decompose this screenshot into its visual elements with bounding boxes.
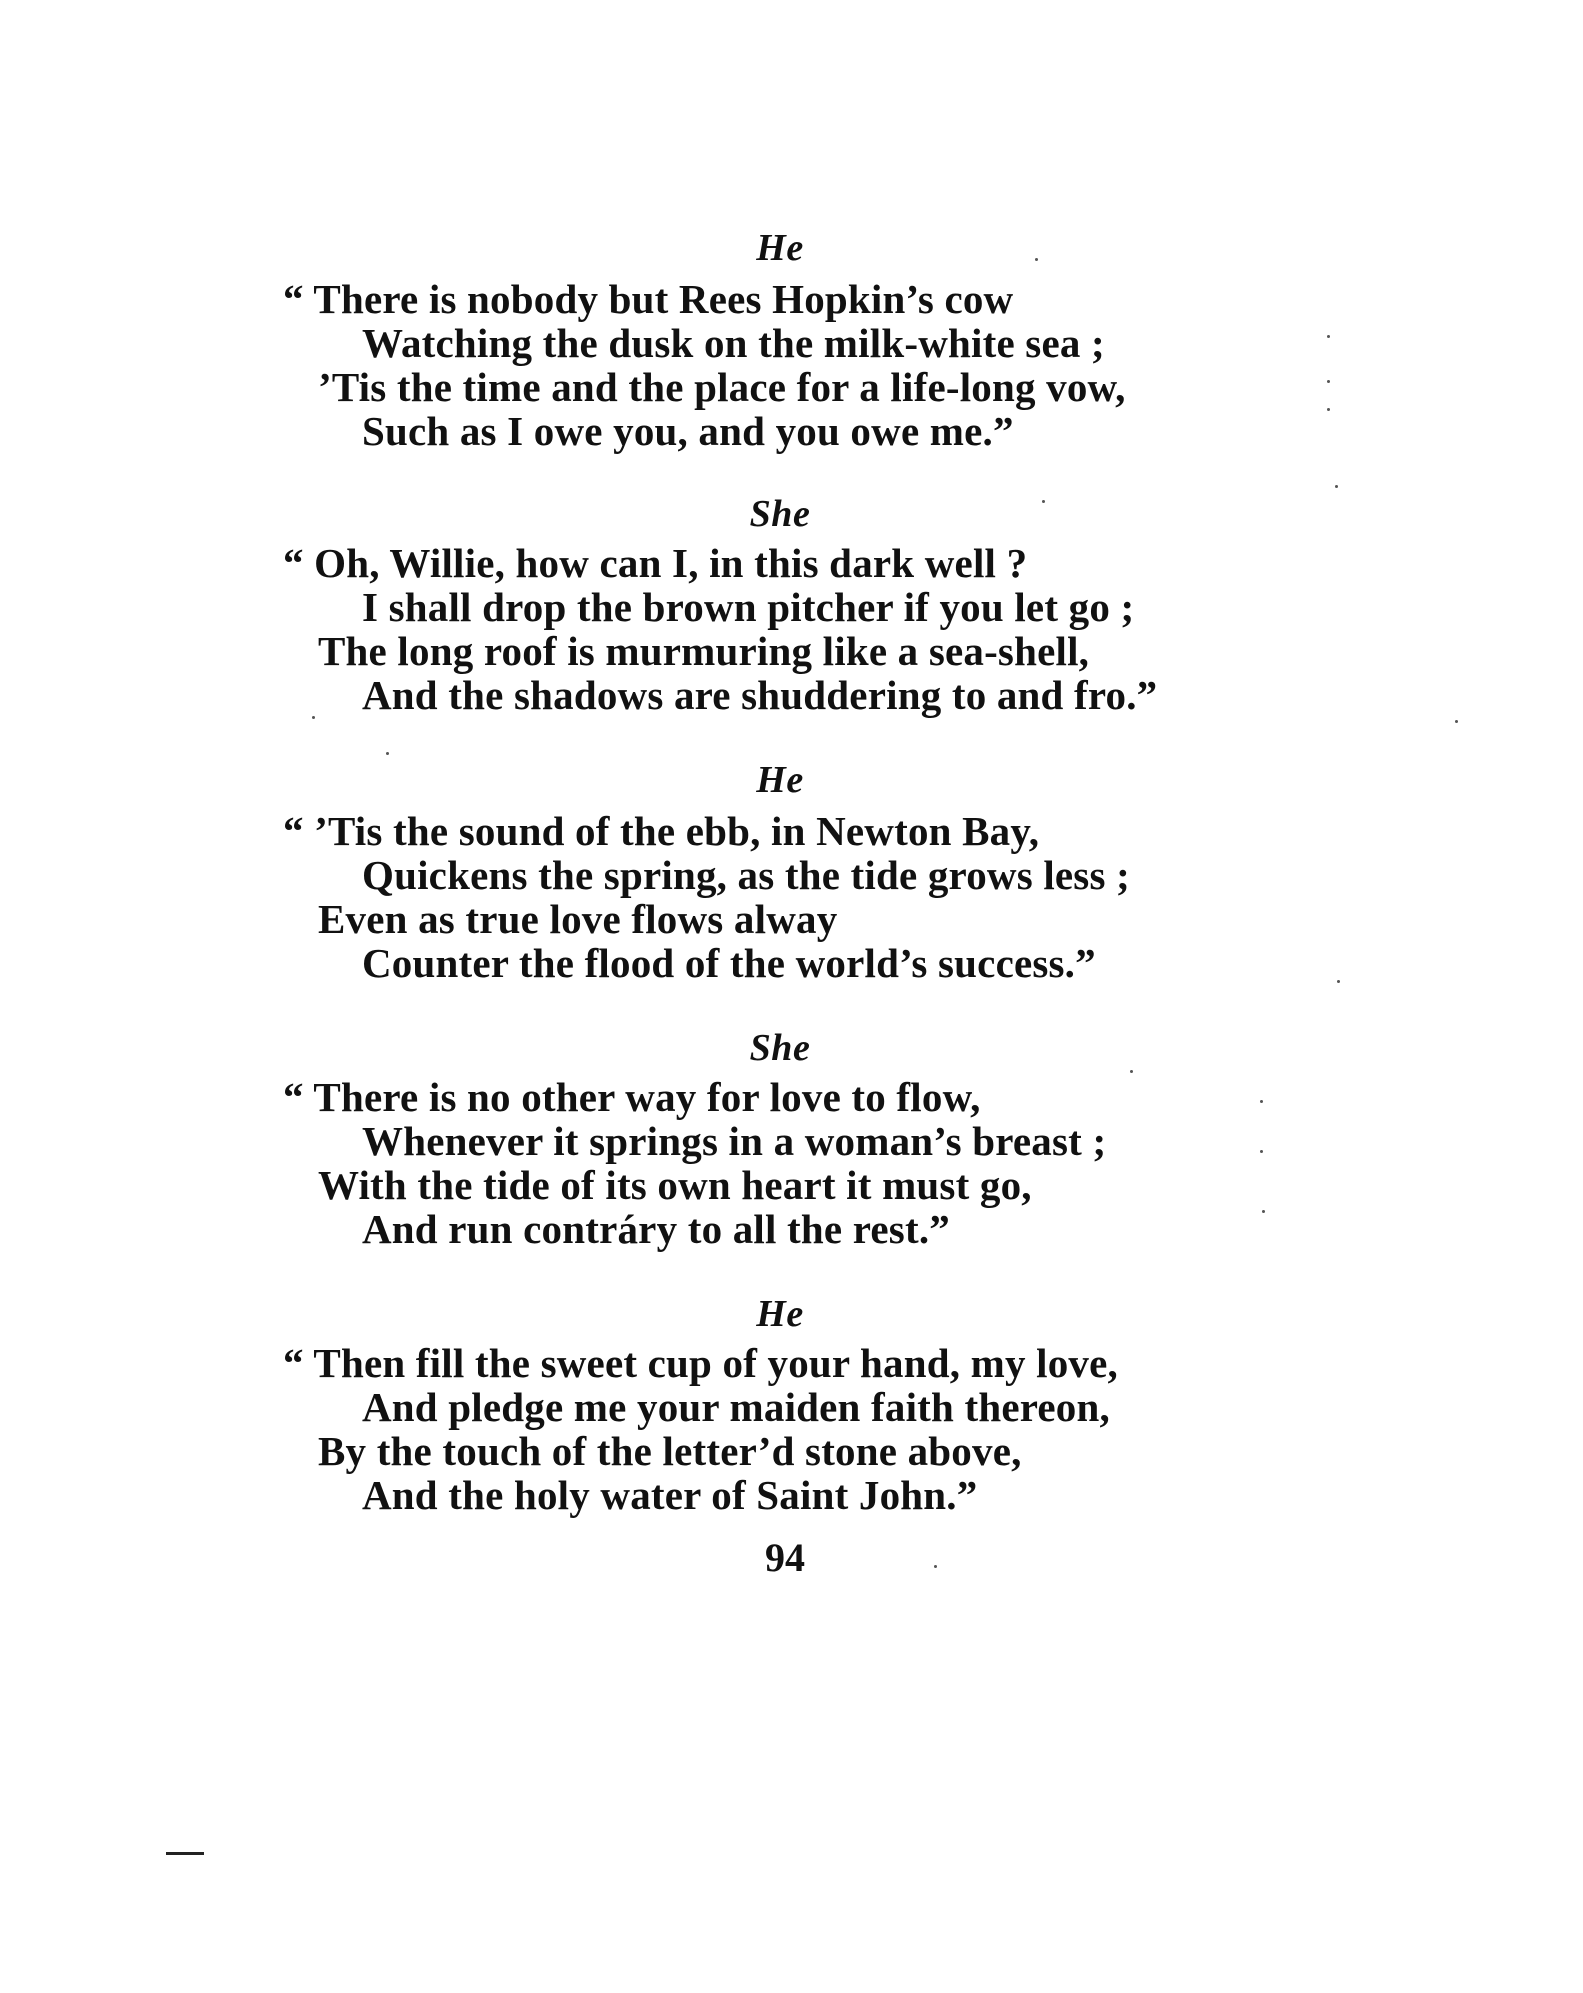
verse-line: And the shadows are shuddering to and fro.” [362, 672, 1158, 718]
scan-speck [1327, 408, 1330, 411]
verse-line: Even as true love flows alway [318, 896, 838, 942]
verse-line: By the touch of the letter’d stone above, [318, 1428, 1022, 1474]
speaker-label: He [756, 1293, 804, 1335]
scan-speck [1262, 1210, 1265, 1213]
scan-speck [1327, 335, 1330, 338]
margin-rule [166, 1852, 204, 1855]
page-number: 94 [765, 1535, 805, 1580]
verse-line: And the holy water of Saint John.” [362, 1472, 978, 1518]
verse-line: The long roof is murmuring like a sea-shell, [318, 628, 1090, 674]
verse-line: “ There is no other way for love to flow, [283, 1074, 981, 1120]
scan-speck [934, 1565, 937, 1568]
scan-speck [1130, 1070, 1133, 1073]
scan-speck [386, 752, 389, 755]
speaker-label: She [749, 1027, 811, 1069]
scan-speck [1327, 380, 1330, 383]
verse-line: “ Then fill the sweet cup of your hand, my love, [283, 1340, 1118, 1386]
scan-speck [1042, 500, 1045, 503]
verse-line: “ Oh, Willie, how can I, in this dark well ? [283, 540, 1028, 586]
scan-speck [1260, 1150, 1263, 1153]
verse-line: And pledge me your maiden faith thereon, [362, 1384, 1110, 1430]
verse-line: With the tide of its own heart it must go, [318, 1162, 1032, 1208]
scan-speck [1260, 1100, 1263, 1103]
verse-line: Counter the flood of the world’s success.” [362, 940, 1096, 986]
scan-speck [312, 716, 315, 719]
speaker-label: She [749, 493, 811, 535]
verse-line: And run contráry to all the rest.” [362, 1206, 950, 1252]
verse-line: Whenever it springs in a woman’s breast ; [362, 1118, 1107, 1164]
verse-line: Quickens the spring, as the tide grows less ; [362, 852, 1130, 898]
verse-line: Watching the dusk on the milk-white sea ; [362, 320, 1105, 366]
verse-line: ’Tis the time and the place for a life-long vow, [318, 364, 1126, 410]
scan-speck [1035, 258, 1038, 261]
scan-speck [1337, 980, 1340, 983]
verse-line: Such as I owe you, and you owe me.” [362, 408, 1014, 454]
verse-line: “ ’Tis the sound of the ebb, in Newton Bay, [283, 808, 1040, 854]
speaker-label: He [756, 759, 804, 801]
scan-speck [1455, 720, 1458, 723]
scan-speck [1335, 485, 1338, 488]
speaker-label: He [756, 227, 804, 269]
verse-line: “ There is nobody but Rees Hopkin’s cow [283, 276, 1014, 322]
verse-line: I shall drop the brown pitcher if you let go ; [362, 584, 1135, 630]
